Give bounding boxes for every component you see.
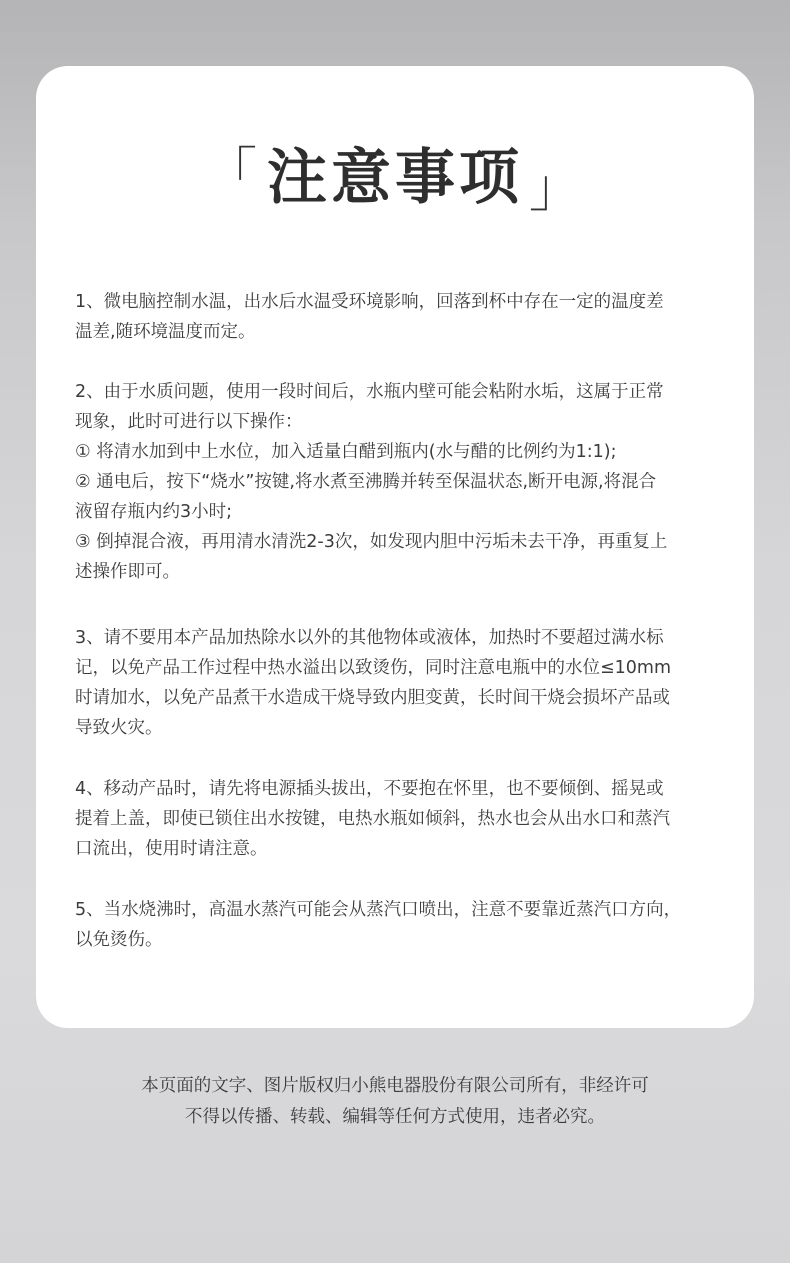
- note-line: 3、请不要用本产品加热除水以外的其他物体或液体，加热时不要超过满水标: [75, 628, 664, 648]
- note-2: [75, 377, 725, 587]
- note-4: [75, 774, 725, 864]
- note-line: 时请加水，以免产品煮干水造成干烧导致内胆变黄，长时间干烧会损坏产品或: [75, 688, 670, 708]
- note-line: 导致火灾。: [75, 718, 163, 738]
- note-step: ③ 倒掉混合液，再用清水清洗2-3次，如发现内胆中污垢未去干净，再重复上: [75, 532, 668, 552]
- note-line: 提着上盖，即使已锁住出水按键，电热水瓶如倾斜，热水也会从出水口和蒸汽: [75, 809, 670, 829]
- note-1: [75, 287, 725, 347]
- title-text: 注意事项: [267, 143, 523, 213]
- footer-line: 本页面的文字、图片版权归小熊电器股份有限公司所有，非经许可: [141, 1076, 649, 1096]
- note-line: 口流出，使用时请注意。: [75, 839, 268, 859]
- note-line: 温差,随环境温度而定。: [75, 322, 256, 342]
- note-line: 1、微电脑控制水温，出水后水温受环境影响，回落到杯中存在一定的温度差: [75, 292, 664, 312]
- note-line: 以免烫伤。: [75, 930, 163, 950]
- title-bracket-left: 「: [204, 143, 261, 203]
- note-5: [75, 895, 725, 955]
- copyright-footer: [0, 1071, 790, 1133]
- note-line: 液留存瓶内约3小时;: [75, 502, 233, 522]
- note-step: ② 通电后，按下“烧水”按键,将水煮至沸腾并转至保温状态,断开电源,将混合: [75, 472, 657, 492]
- note-line: 2、由于水质问题，使用一段时间后，水瓶内壁可能会粘附水垢，这属于正常: [75, 382, 664, 402]
- note-line: 记，以免产品工作过程中热水溢出以致烫伤，同时注意电瓶中的水位≤10mm: [75, 658, 672, 678]
- page-title: [0, 140, 790, 219]
- footer-line: 不得以传播、转载、编辑等任何方式使用，违者必究。: [185, 1107, 605, 1127]
- note-line: 现象，此时可进行以下操作：: [75, 412, 303, 432]
- note-line: 述操作即可。: [75, 562, 180, 582]
- title-bracket-right: 」: [529, 159, 586, 219]
- note-line: 5、当水烧沸时，高温水蒸汽可能会从蒸汽口喷出，注意不要靠近蒸汽口方向，: [75, 900, 682, 920]
- note-3: [75, 623, 725, 743]
- note-line: 4、移动产品时，请先将电源插头拔出，不要抱在怀里，也不要倾倒、摇晃或: [75, 779, 664, 799]
- note-step: ① 将清水加到中上水位，加入适量白醋到瓶内(水与醋的比例约为1:1);: [75, 442, 617, 462]
